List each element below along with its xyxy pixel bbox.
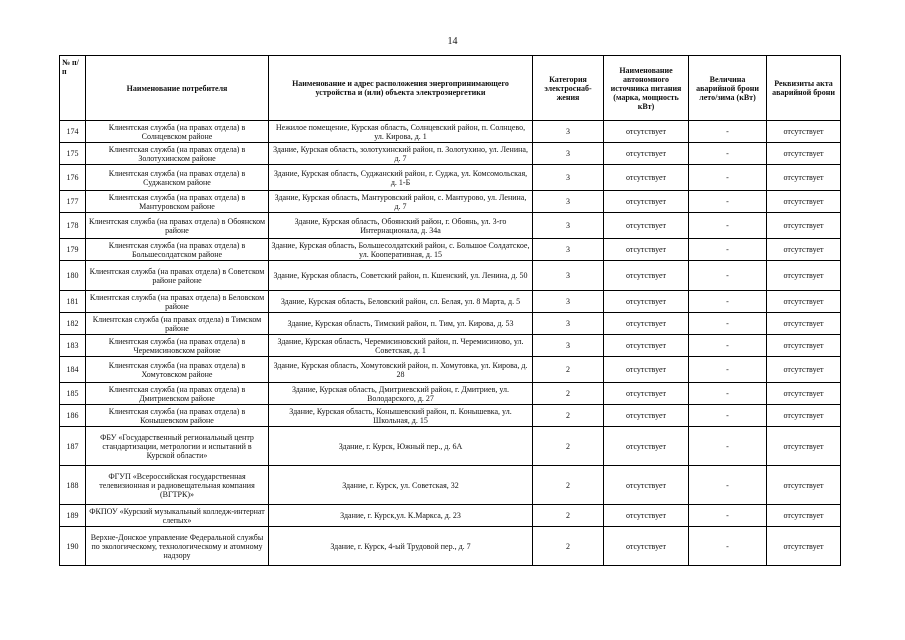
cell-number: 176 — [60, 165, 86, 191]
cell-number: 186 — [60, 405, 86, 427]
cell-reserve: - — [689, 143, 767, 165]
cell-power-source: отсутствует — [604, 121, 689, 143]
cell-number: 174 — [60, 121, 86, 143]
cell-consumer: Клиентская служба (на правах отдела) в Советском районе районе — [86, 261, 269, 291]
header-number: № п/п — [60, 56, 86, 121]
cell-number: 182 — [60, 313, 86, 335]
cell-reserve: - — [689, 335, 767, 357]
cell-address: Здание, Курская область, Черемисиновский район, п. Черемисиново, ул. Советская, д. 1 — [269, 335, 533, 357]
table-row — [60, 335, 841, 357]
cell-consumer: Клиентская служба (на правах отдела) в Конышевском районе — [86, 405, 269, 427]
cell-power-source: отсутствует — [604, 335, 689, 357]
cell-number: 190 — [60, 527, 86, 566]
table-row — [60, 357, 841, 383]
table-header-row — [60, 56, 841, 121]
cell-power-source: отсутствует — [604, 427, 689, 466]
table-row — [60, 405, 841, 427]
cell-address: Здание, Курская область, Обоянский район, г. Обоянь, ул. 3-го Интернационала, д. 34а — [269, 213, 533, 239]
cell-act: отсутствует — [767, 335, 841, 357]
header-reserve: Величина аварийной брони лето/зима (кВт) — [689, 56, 767, 121]
cell-act: отсутствует — [767, 427, 841, 466]
cell-category: 2 — [533, 427, 604, 466]
cell-act: отсутствует — [767, 165, 841, 191]
cell-number: 181 — [60, 291, 86, 313]
cell-reserve: - — [689, 405, 767, 427]
cell-act: отсутствует — [767, 121, 841, 143]
table-row — [60, 165, 841, 191]
cell-act: отсутствует — [767, 405, 841, 427]
cell-act: отсутствует — [767, 213, 841, 239]
cell-address: Здание, Курская область, Хомутовский район, п. Хомутовка, ул. Кирова, д. 28 — [269, 357, 533, 383]
table-row — [60, 466, 841, 505]
table-row — [60, 191, 841, 213]
cell-consumer: Клиентская служба (на правах отдела) в Черемисиновском районе — [86, 335, 269, 357]
cell-consumer: Клиентская служба (на правах отдела) в Солнцевском районе — [86, 121, 269, 143]
cell-address: Здание, г. Курск,ул. К.Маркса, д. 23 — [269, 505, 533, 527]
cell-address: Здание, Курская область, Советский район, п. Кшенский, ул. Ленина, д. 50 — [269, 261, 533, 291]
cell-reserve: - — [689, 121, 767, 143]
cell-consumer: Клиентская служба (на правах отдела) в Обоянском районе — [86, 213, 269, 239]
cell-power-source: отсутствует — [604, 357, 689, 383]
table-row — [60, 121, 841, 143]
cell-number: 183 — [60, 335, 86, 357]
cell-power-source: отсутствует — [604, 191, 689, 213]
cell-reserve: - — [689, 213, 767, 239]
cell-power-source: отсутствует — [604, 291, 689, 313]
cell-power-source: отсутствует — [604, 261, 689, 291]
cell-address: Нежилое помещение, Курская область, Солнцевский район, п. Солнцево, ул. Кирова, д. 1 — [269, 121, 533, 143]
cell-power-source: отсутствует — [604, 239, 689, 261]
cell-address: Здание, Курская область, золотухинский район, п. Золотухино, ул. Ленина, д. 7 — [269, 143, 533, 165]
cell-number: 185 — [60, 383, 86, 405]
table-row — [60, 239, 841, 261]
cell-act: отсутствует — [767, 143, 841, 165]
consumers-table — [59, 55, 841, 566]
table-row — [60, 383, 841, 405]
cell-number: 180 — [60, 261, 86, 291]
cell-act: отсутствует — [767, 466, 841, 505]
cell-consumer: Клиентская служба (на правах отдела) в Суджанском районе — [86, 165, 269, 191]
cell-consumer: ФГУП «Всероссийская государственная телевизионная и радиовещательная компания (ВГТРК)» — [86, 466, 269, 505]
cell-reserve: - — [689, 165, 767, 191]
cell-consumer: Клиентская служба (на правах отдела) в Золотухинском районе — [86, 143, 269, 165]
cell-category: 2 — [533, 383, 604, 405]
cell-consumer: Клиентская служба (на правах отдела) в Хомутовском районе — [86, 357, 269, 383]
cell-reserve: - — [689, 239, 767, 261]
cell-number: 189 — [60, 505, 86, 527]
cell-consumer: Клиентская служба (на правах отдела) в Тимском районе — [86, 313, 269, 335]
cell-act: отсутствует — [767, 239, 841, 261]
cell-address: Здание, г. Курск, ул. Советская, 32 — [269, 466, 533, 505]
cell-consumer: Клиентская служба (на правах отдела) в Дмитриевском районе — [86, 383, 269, 405]
cell-category: 3 — [533, 291, 604, 313]
table-row — [60, 261, 841, 291]
cell-reserve: - — [689, 313, 767, 335]
cell-power-source: отсутствует — [604, 143, 689, 165]
table-row — [60, 527, 841, 566]
cell-consumer: Верхне-Донское управление Федеральной службы по экологическому, технологическому и атомному надзору — [86, 527, 269, 566]
cell-reserve: - — [689, 191, 767, 213]
cell-reserve: - — [689, 527, 767, 566]
cell-consumer: ФКПОУ «Курский музыкальный колледж-интернат слепых» — [86, 505, 269, 527]
cell-reserve: - — [689, 466, 767, 505]
cell-power-source: отсутствует — [604, 165, 689, 191]
table-row — [60, 213, 841, 239]
cell-power-source: отсутствует — [604, 213, 689, 239]
page-number: 14 — [447, 36, 458, 47]
cell-address: Здание, Курская область, Конышевский район, п. Конышевка, ул. Школьная, д. 15 — [269, 405, 533, 427]
cell-power-source: отсутствует — [604, 313, 689, 335]
cell-act: отсутствует — [767, 357, 841, 383]
cell-category: 3 — [533, 313, 604, 335]
cell-address: Здание, г. Курск, 4-ый Трудовой пер., д. 7 — [269, 527, 533, 566]
cell-reserve: - — [689, 261, 767, 291]
cell-number: 188 — [60, 466, 86, 505]
cell-category: 3 — [533, 143, 604, 165]
cell-consumer: ФБУ «Государственный региональный центр стандартизации, метрологии и испытаний в Курской области» — [86, 427, 269, 466]
cell-address: Здание, Курская область, Суджанский район, г. Суджа, ул. Комсомольская, д. 1-Б — [269, 165, 533, 191]
cell-address: Здание, Курская область, Тимский район, п. Тим, ул. Кирова, д. 53 — [269, 313, 533, 335]
cell-reserve: - — [689, 291, 767, 313]
table-row — [60, 427, 841, 466]
cell-power-source: отсутствует — [604, 405, 689, 427]
header-category: Категория электроснаб-жения — [533, 56, 604, 121]
cell-category: 3 — [533, 335, 604, 357]
cell-address: Здание, Курская область, Мантуровский район, с. Мантурово, ул. Ленина, д. 7 — [269, 191, 533, 213]
cell-number: 184 — [60, 357, 86, 383]
cell-power-source: отсутствует — [604, 527, 689, 566]
cell-address: Здание, Курская область, Большесолдатский район, с. Большое Солдатское, ул. Кооперативная, д. 15 — [269, 239, 533, 261]
header-consumer: Наименование потребителя — [86, 56, 269, 121]
cell-category: 3 — [533, 165, 604, 191]
cell-address: Здание, Курская область, Беловский район, сл. Белая, ул. 8 Марта, д. 5 — [269, 291, 533, 313]
table-row — [60, 505, 841, 527]
cell-reserve: - — [689, 383, 767, 405]
cell-category: 3 — [533, 239, 604, 261]
cell-power-source: отсутствует — [604, 383, 689, 405]
table-row — [60, 143, 841, 165]
cell-consumer: Клиентская служба (на правах отдела) в Беловском районе — [86, 291, 269, 313]
cell-act: отсутствует — [767, 383, 841, 405]
cell-category: 3 — [533, 191, 604, 213]
header-act: Реквизиты акта аварийной брони — [767, 56, 841, 121]
table-row — [60, 291, 841, 313]
cell-number: 187 — [60, 427, 86, 466]
cell-category: 3 — [533, 213, 604, 239]
cell-consumer: Клиентская служба (на правах отдела) в Большесолдатском районе — [86, 239, 269, 261]
table-row — [60, 313, 841, 335]
cell-category: 2 — [533, 527, 604, 566]
cell-number: 177 — [60, 191, 86, 213]
cell-act: отсутствует — [767, 291, 841, 313]
cell-address: Здание, Курская область, Дмитриевский район, г. Дмитриев, ул. Володарского, д. 27 — [269, 383, 533, 405]
cell-reserve: - — [689, 357, 767, 383]
cell-act: отсутствует — [767, 313, 841, 335]
header-address: Наименование и адрес расположения энергопринимающего устройства и (или) объекта электроэнергетики — [269, 56, 533, 121]
cell-consumer: Клиентская служба (на правах отдела) в Мантуровском районе — [86, 191, 269, 213]
header-power-source: Наименование автономного источника питания (марка, мощность кВт) — [604, 56, 689, 121]
cell-category: 2 — [533, 405, 604, 427]
cell-category: 3 — [533, 261, 604, 291]
cell-category: 2 — [533, 505, 604, 527]
cell-power-source: отсутствует — [604, 505, 689, 527]
cell-reserve: - — [689, 427, 767, 466]
cell-power-source: отсутствует — [604, 466, 689, 505]
cell-act: отсутствует — [767, 191, 841, 213]
cell-act: отсутствует — [767, 261, 841, 291]
cell-number: 179 — [60, 239, 86, 261]
cell-number: 175 — [60, 143, 86, 165]
cell-category: 3 — [533, 121, 604, 143]
cell-act: отсутствует — [767, 527, 841, 566]
cell-act: отсутствует — [767, 505, 841, 527]
cell-reserve: - — [689, 505, 767, 527]
cell-category: 2 — [533, 466, 604, 505]
cell-number: 178 — [60, 213, 86, 239]
cell-address: Здание, г. Курск, Южный пер., д. 6А — [269, 427, 533, 466]
cell-category: 2 — [533, 357, 604, 383]
